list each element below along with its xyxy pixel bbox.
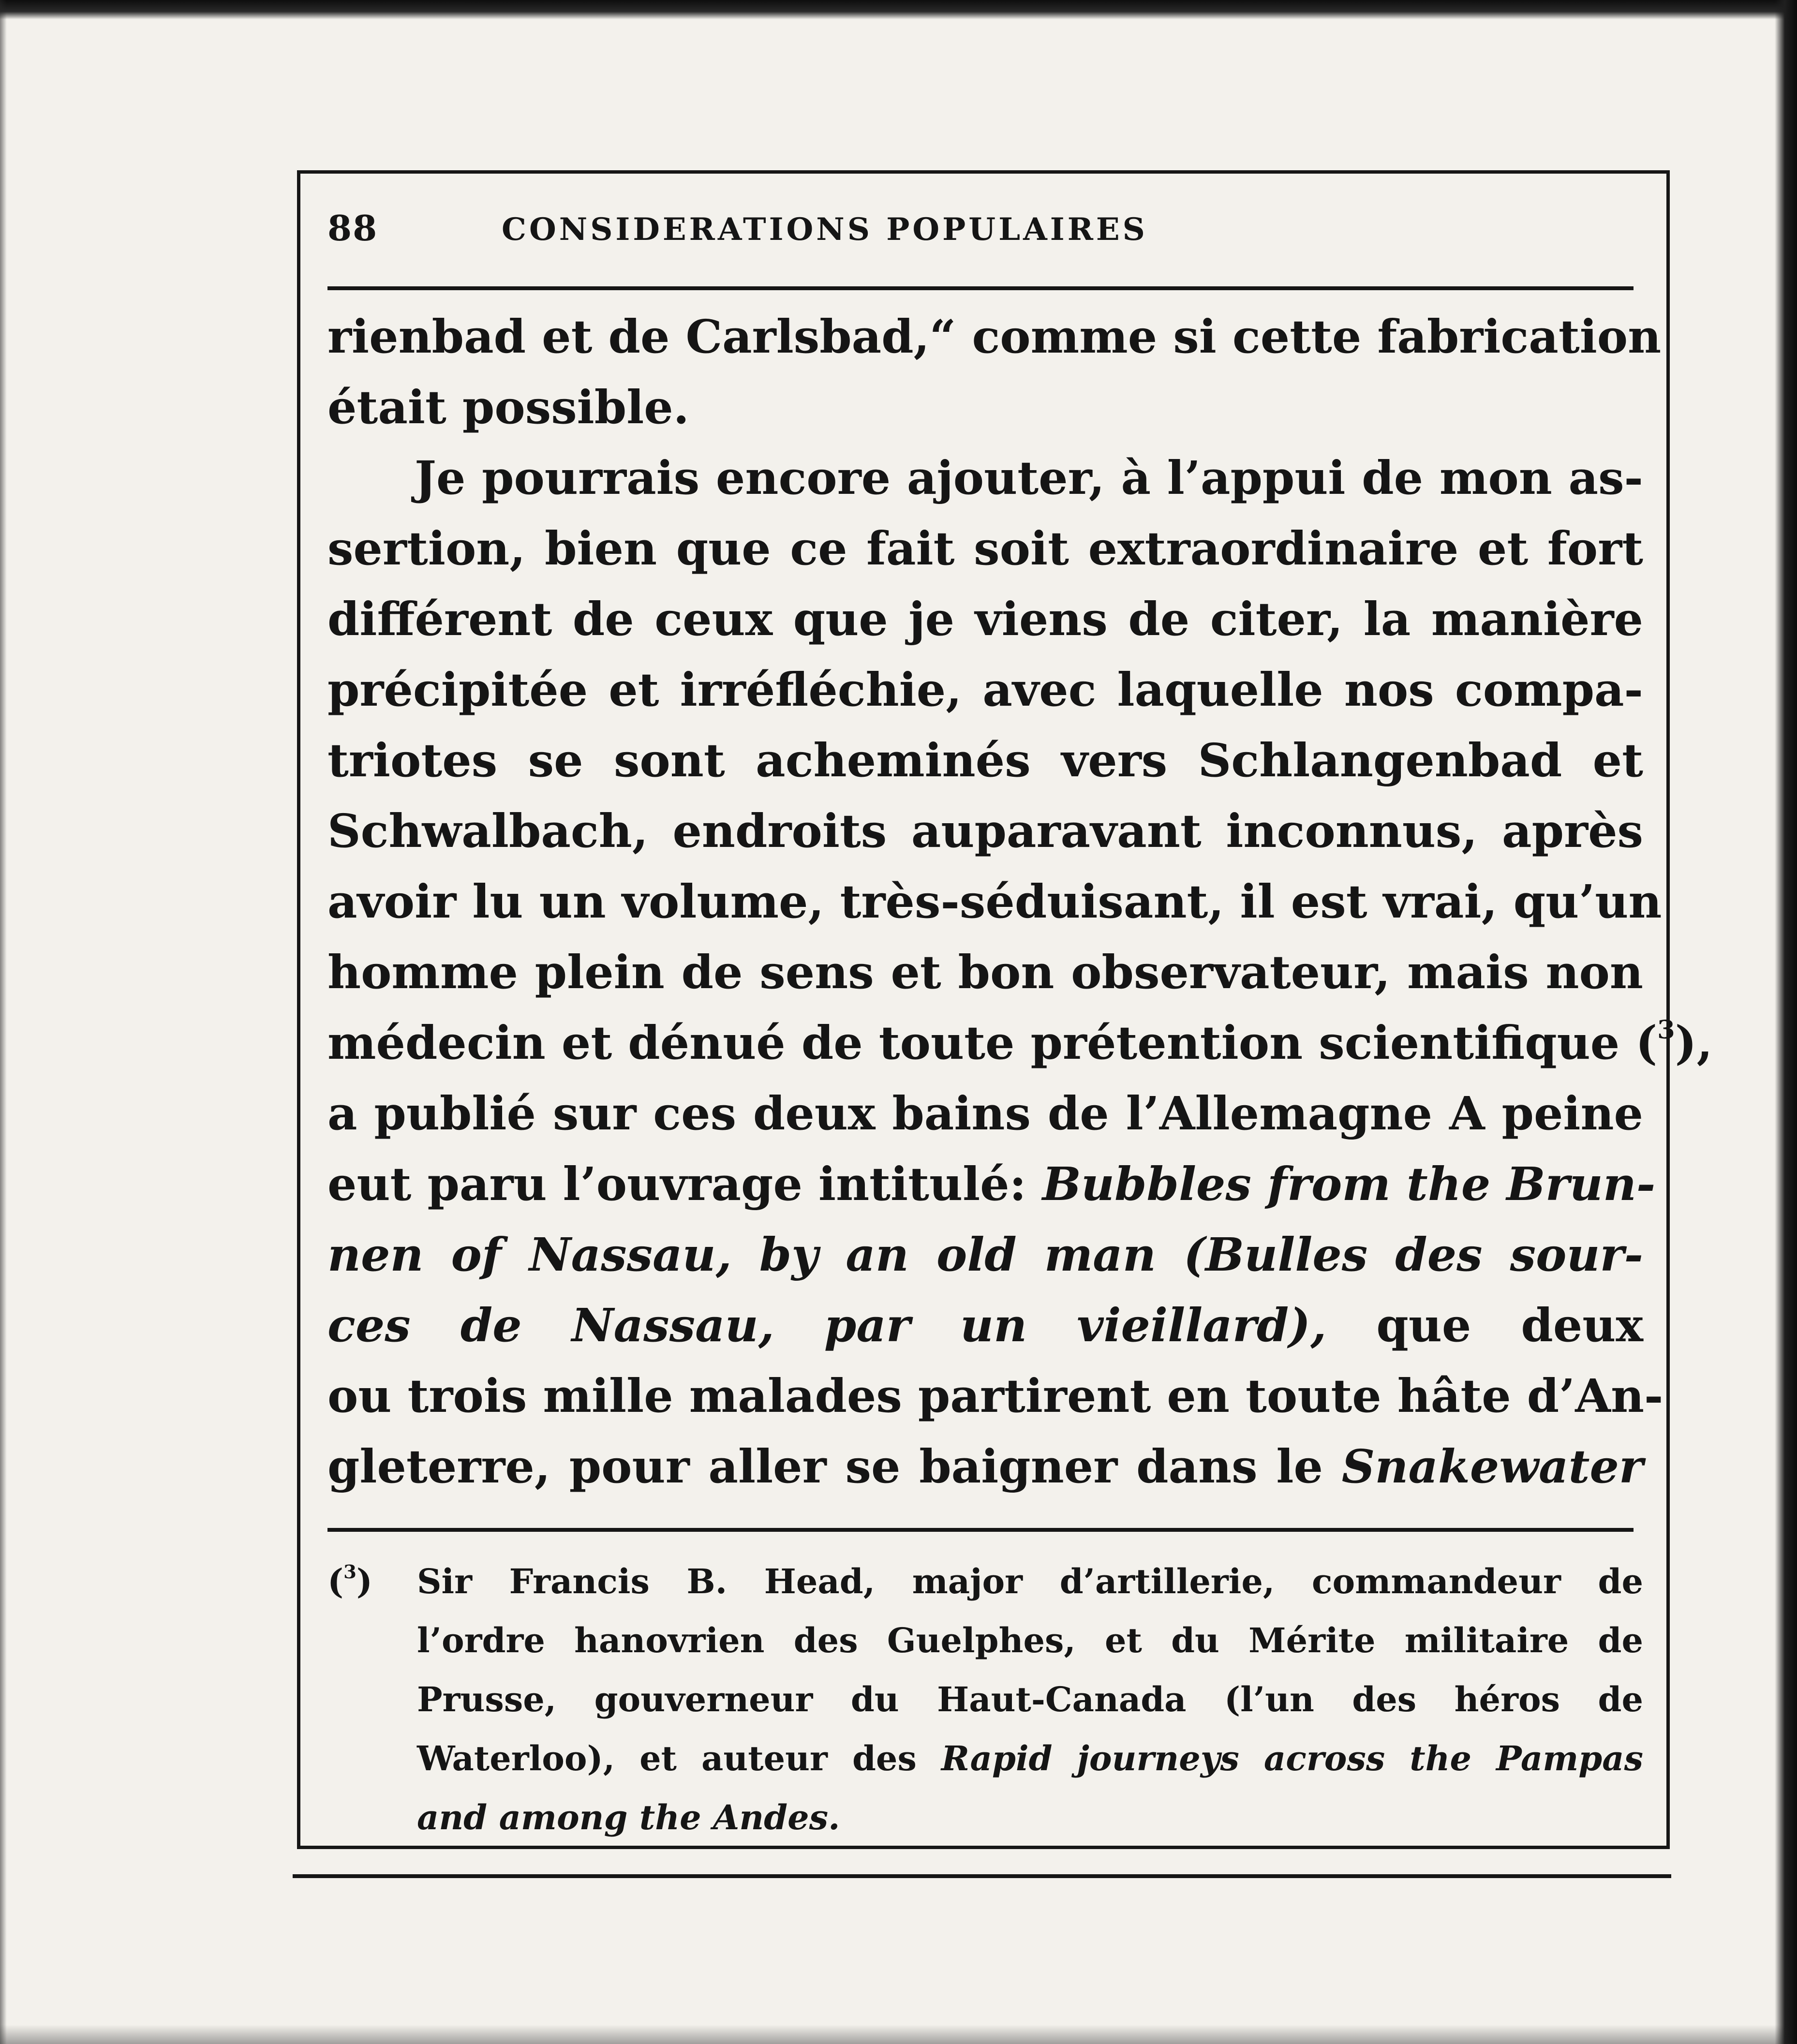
page-number: 88 bbox=[327, 207, 378, 249]
text-line: était possible. bbox=[327, 381, 689, 434]
book-title-italic: ces de Nassau, par un vieillard), bbox=[327, 1299, 1327, 1352]
text-segment: eut paru l’ouvrage intitulé: bbox=[327, 1157, 1042, 1211]
text-line bbox=[327, 1290, 1643, 1361]
scan-edge-left bbox=[0, 0, 7, 2044]
scan-edge-top bbox=[0, 0, 1797, 19]
footnote bbox=[327, 1552, 1643, 1847]
footnote-line: l’ordre hanovrien des Guelphes, et du Mérite militaire de bbox=[417, 1620, 1643, 1660]
bottom-rule bbox=[293, 1874, 1671, 1878]
footnote-line: Prusse, gouverneur du Haut-Canada (l’un des héros de bbox=[417, 1679, 1643, 1719]
text-segment: médecin et dénué de toute prétention scientifique ( bbox=[327, 1016, 1658, 1070]
text-line: précipitée et irréfléchie, avec laquelle nos compa- bbox=[327, 663, 1643, 717]
footnote-line bbox=[327, 1788, 1643, 1847]
footnote-text: Waterloo), et auteur des bbox=[417, 1738, 941, 1778]
text-line: avoir lu un volume, très-séduisant, il est vrai, qu’un bbox=[327, 875, 1662, 929]
paragraph-start-line: Je pourrais encore ajouter, à l’appui de mon as- bbox=[415, 451, 1643, 505]
text-line: différent de ceux que je viens de citer, la manière bbox=[327, 592, 1643, 646]
scan-edge-right bbox=[1775, 0, 1797, 2044]
running-title: CONSIDERATIONS POPULAIRES bbox=[502, 211, 1148, 248]
text-line: Schwalbach, endroits auparavant inconnus, après bbox=[327, 804, 1643, 858]
footnote-marker bbox=[327, 1552, 372, 1611]
footnote-marker-number: 3 bbox=[343, 1561, 356, 1584]
book-title-italic: nen of Nassau, by an old man (Bulles des sour- bbox=[327, 1228, 1643, 1282]
book-title-italic: and among the Andes. bbox=[417, 1797, 840, 1837]
footnote-reference: 3 bbox=[1657, 1015, 1675, 1045]
page-frame bbox=[297, 170, 1713, 1849]
footnote-line bbox=[327, 1729, 1643, 1788]
text-line bbox=[327, 1220, 1643, 1290]
footnote-text: Sir Francis B. Head, major d’artillerie, commandeur de bbox=[417, 1561, 1643, 1601]
footnote-line bbox=[327, 1552, 1643, 1611]
main-text bbox=[327, 302, 1713, 1502]
text-line bbox=[327, 1432, 1643, 1502]
text-line-with-footnote-ref bbox=[327, 1008, 1713, 1079]
footnote-rule bbox=[327, 1528, 1634, 1532]
text-line bbox=[327, 1149, 1656, 1220]
text-segment: gleterre, pour aller se baigner dans le bbox=[327, 1440, 1342, 1494]
book-title-italic: Rapid journeys across the Pampas bbox=[941, 1738, 1643, 1778]
text-segment: ), bbox=[1675, 1016, 1713, 1070]
header-rule bbox=[327, 286, 1634, 290]
book-title-italic: Bubbles from the Brun- bbox=[1042, 1157, 1656, 1211]
text-line: a publié sur ces deux bains de l’Allemagne A peine bbox=[327, 1087, 1643, 1140]
footnote-marker-paren: ) bbox=[356, 1561, 373, 1601]
page-header bbox=[327, 207, 1634, 251]
text-line: rienbad et de Carlsbad,“ comme si cette fabrication bbox=[327, 310, 1662, 364]
footnote-marker-paren: ( bbox=[327, 1561, 344, 1601]
place-name-italic: Snakewater bbox=[1341, 1440, 1643, 1494]
scan-edge-bottom bbox=[0, 2025, 1797, 2044]
text-line: ou trois mille malades partirent en toute hâte d’An- bbox=[327, 1369, 1663, 1423]
text-line: sertion, bien que ce fait soit extraordinaire et fort bbox=[327, 522, 1643, 576]
text-line: triotes se sont acheminés vers Schlangenbad et bbox=[327, 734, 1643, 787]
text-segment: que deux bbox=[1326, 1299, 1643, 1352]
text-line: homme plein de sens et bon observateur, mais non bbox=[327, 946, 1643, 999]
